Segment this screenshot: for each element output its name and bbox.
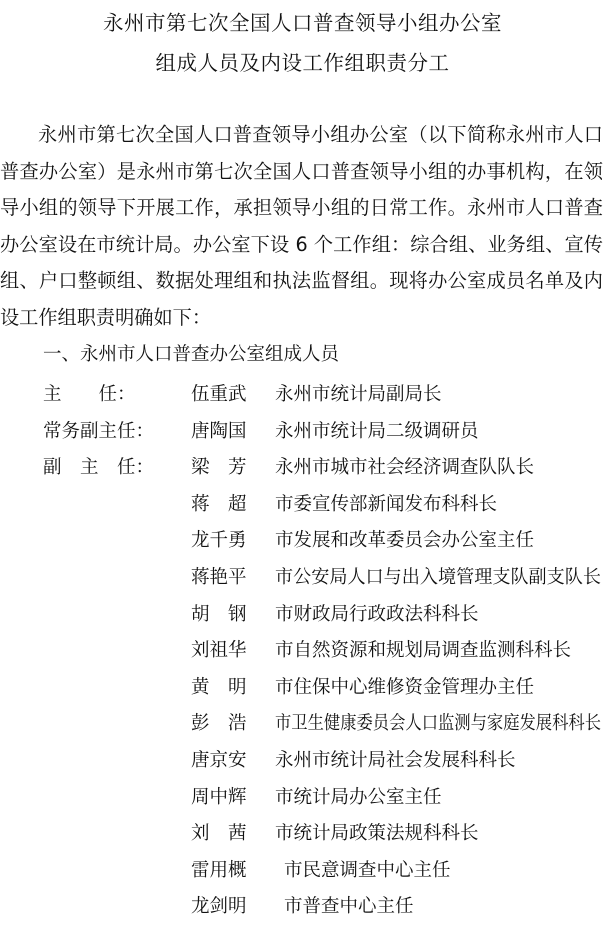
roster-name: 刘祖华 <box>191 640 247 662</box>
roster-name: 蒋艳平 <box>191 567 247 588</box>
roster-row <box>0 633 605 669</box>
roster-name: 唐京安 <box>191 750 247 771</box>
roster-row <box>0 743 605 779</box>
roster-role: 主 任： <box>43 384 136 405</box>
roster-name: 龙千勇 <box>191 530 247 552</box>
roster-position: 市卫生健康委员会人口监测与家庭发展科科长 <box>275 713 602 735</box>
roster-position: 永州市统计局副局长 <box>275 384 442 405</box>
roster-name: 彭 浩 <box>191 713 247 735</box>
roster-position: 市住保中心维修资金管理办主任 <box>275 676 535 698</box>
roster-name: 伍重武 <box>191 384 247 405</box>
roster-position: 市公安局人口与出入境管理支队副支队长 <box>275 567 602 588</box>
roster-position: 市自然资源和规划局调查监测科科长 <box>275 640 572 662</box>
roster-position: 市财政局行政政法科科长 <box>275 603 479 625</box>
roster-row <box>0 377 605 413</box>
roster-name: 蒋 超 <box>191 493 247 515</box>
roster-position: 市统计局政策法规科科长 <box>275 823 479 845</box>
roster-role: 副 主 任： <box>43 457 155 479</box>
roster-name: 唐陶国 <box>191 420 247 442</box>
roster-name: 胡 钢 <box>191 603 247 625</box>
roster-row <box>0 670 605 706</box>
roster-row <box>0 853 605 889</box>
roster-row <box>0 450 605 486</box>
roster-row <box>0 597 605 633</box>
document-title-line-2: 组成人员及内设工作组职责分工 <box>155 51 450 75</box>
roster-position: 永州市统计局二级调研员 <box>275 420 479 442</box>
roster-row <box>0 414 605 450</box>
roster-name: 周中辉 <box>191 786 247 808</box>
roster-name: 黄 明 <box>191 676 247 698</box>
roster-row <box>0 889 605 925</box>
document-title-line-1: 永州市第七次全国人口普查领导小组办公室 <box>103 11 502 35</box>
roster-row <box>0 780 605 816</box>
roster-row <box>0 487 605 523</box>
roster-position: 永州市统计局社会发展科科长 <box>275 750 516 771</box>
roster-row <box>0 816 605 852</box>
roster-name: 龙剑明 <box>191 896 247 918</box>
roster-name: 雷用概 <box>191 859 247 881</box>
roster-position: 市普查中心主任 <box>284 896 414 918</box>
roster-name: 梁 芳 <box>191 457 247 479</box>
roster-position: 市发展和改革委员会办公室主任 <box>275 530 535 552</box>
intro-paragraph: 永州市第七次全国人口普查领导小组办公室（以下简称永州市人口普查办公室）是永州市第七次全国人口普查领导小组的办事机构，在领导小组的领导下开展工作，承担领导小组的日常工作。永州市人口普查办公室设在市统计局。办公室下设 6 个工作组：综合组、业务组、宣传组、户口整顿组、数据处理组和执法监督组。现将办公室成员名单及内设工作组职责明确如下： <box>0 123 603 329</box>
roster-row <box>0 706 605 742</box>
roster-row <box>0 560 605 596</box>
roster-position: 市统计局办公室主任 <box>275 786 442 808</box>
roster-position: 市委宣传部新闻发布科科长 <box>275 493 498 515</box>
roster-role: 常务副主任： <box>43 420 155 442</box>
roster-position: 永州市城市社会经济调查队队长 <box>275 457 535 479</box>
roster-name: 刘 茜 <box>191 823 247 845</box>
roster-row <box>0 523 605 559</box>
section-heading-members: 一、永州市人口普查办公室组成人员 <box>43 344 340 365</box>
roster-position: 市民意调查中心主任 <box>284 859 451 881</box>
